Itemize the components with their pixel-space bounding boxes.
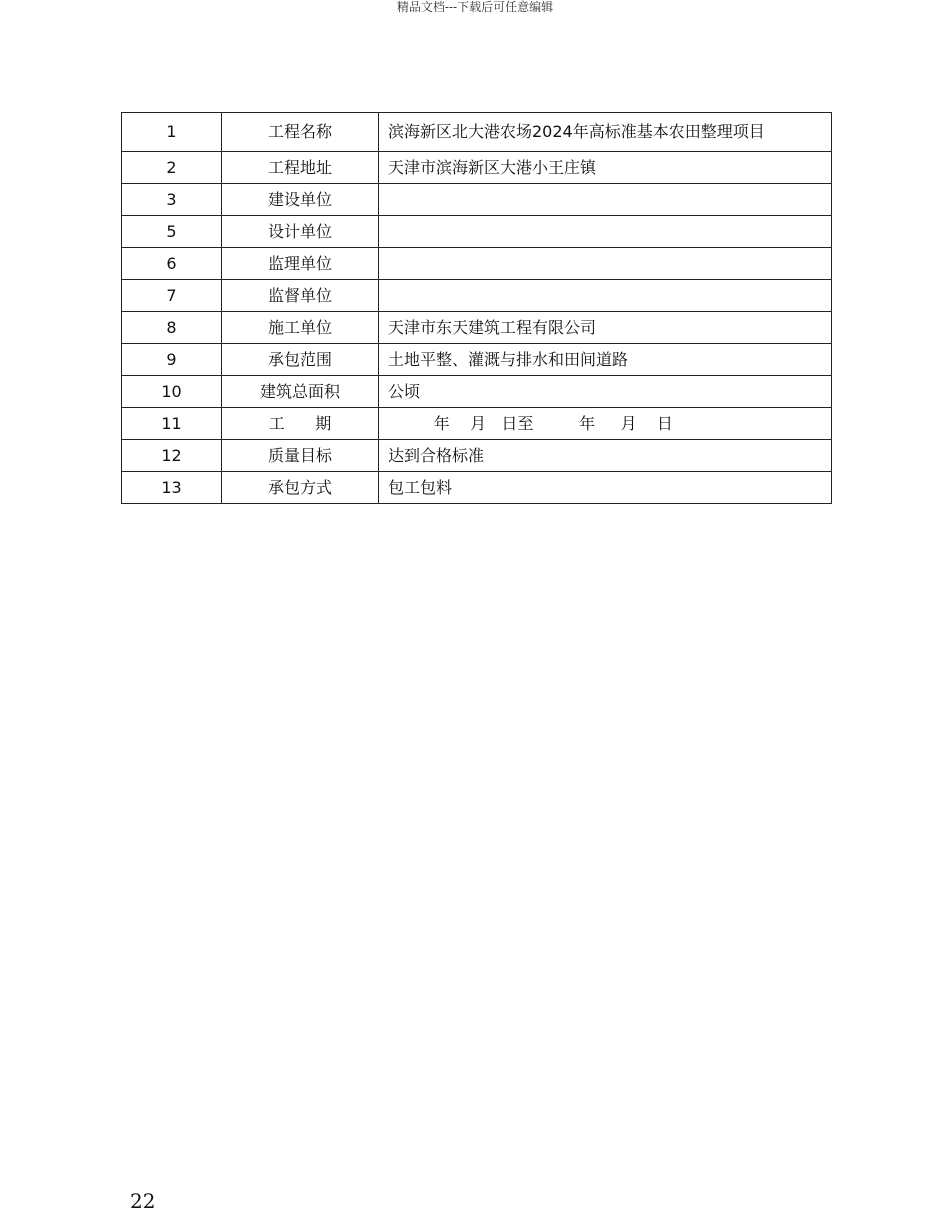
row-number: 12 bbox=[122, 440, 222, 472]
row-label: 工程地址 bbox=[222, 152, 379, 184]
table-row bbox=[122, 280, 832, 312]
row-label: 监督单位 bbox=[222, 280, 379, 312]
page-number: 22 bbox=[130, 1189, 156, 1213]
row-value: 达到合格标准 bbox=[379, 440, 832, 472]
row-value: 包工包料 bbox=[379, 472, 832, 504]
row-value bbox=[379, 248, 832, 280]
row-label: 监理单位 bbox=[222, 248, 379, 280]
row-value bbox=[379, 184, 832, 216]
row-value bbox=[379, 216, 832, 248]
row-label: 建设单位 bbox=[222, 184, 379, 216]
row-label: 工 期 bbox=[222, 408, 379, 440]
table-row bbox=[122, 344, 832, 376]
row-label: 工程名称 bbox=[222, 113, 379, 152]
row-value: 公顷 bbox=[379, 376, 832, 408]
row-number: 8 bbox=[122, 312, 222, 344]
row-label: 建筑总面积 bbox=[222, 376, 379, 408]
row-label: 施工单位 bbox=[222, 312, 379, 344]
row-number: 2 bbox=[122, 152, 222, 184]
project-info-table bbox=[121, 112, 832, 504]
document-header-note: 精品文档---下载后可任意编辑 bbox=[396, 0, 554, 14]
table-row bbox=[122, 472, 832, 504]
table-row bbox=[122, 376, 832, 408]
row-value bbox=[379, 280, 832, 312]
table-row bbox=[122, 248, 832, 280]
row-value: 土地平整、灌溉与排水和田间道路 bbox=[379, 344, 832, 376]
row-number: 5 bbox=[122, 216, 222, 248]
row-value: 天津市滨海新区大港小王庄镇 bbox=[379, 152, 832, 184]
row-number: 13 bbox=[122, 472, 222, 504]
row-number: 3 bbox=[122, 184, 222, 216]
table-row bbox=[122, 184, 832, 216]
table-row bbox=[122, 408, 832, 440]
row-number: 6 bbox=[122, 248, 222, 280]
table-row bbox=[122, 152, 832, 184]
row-value: 滨海新区北大港农场2024年高标准基本农田整理项目 bbox=[379, 113, 832, 152]
row-label: 承包范围 bbox=[222, 344, 379, 376]
row-number: 7 bbox=[122, 280, 222, 312]
row-label: 质量目标 bbox=[222, 440, 379, 472]
row-value: 天津市东天建筑工程有限公司 bbox=[379, 312, 832, 344]
row-number: 9 bbox=[122, 344, 222, 376]
table-row bbox=[122, 312, 832, 344]
table-row bbox=[122, 440, 832, 472]
row-label: 设计单位 bbox=[222, 216, 379, 248]
row-label: 承包方式 bbox=[222, 472, 379, 504]
table-row bbox=[122, 113, 832, 152]
row-number: 10 bbox=[122, 376, 222, 408]
table-row bbox=[122, 216, 832, 248]
row-number: 11 bbox=[122, 408, 222, 440]
row-value: 年 月 日至 年 月 日 bbox=[379, 408, 832, 440]
row-number: 1 bbox=[122, 113, 222, 152]
